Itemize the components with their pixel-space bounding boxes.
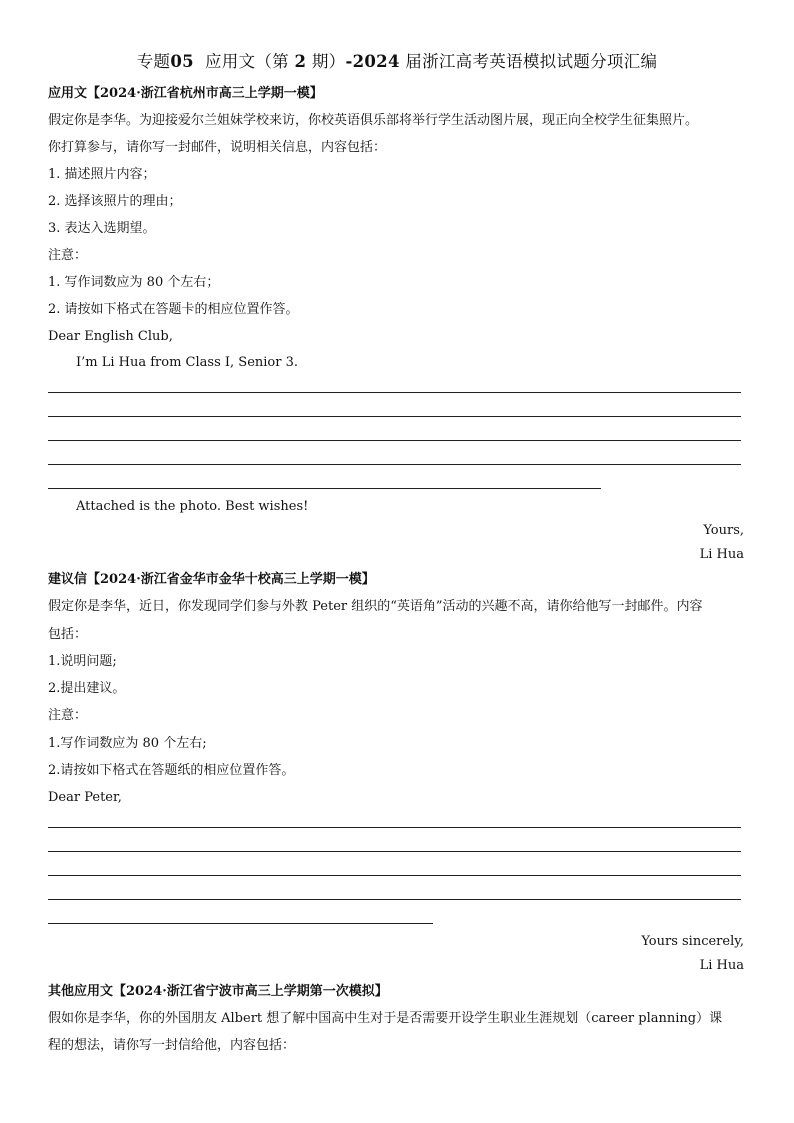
section1-prompt-line1: 假定你是李华。为迎接爱尔兰姐妹学校来访，你校英语俱乐部将举行学生活动图片展，现正向全校学生征集照片。	[48, 113, 699, 128]
title-num: 05	[170, 52, 194, 71]
section3-prompt-line2: 程的想法，请你写一封信给他，内容包括：	[48, 1038, 296, 1053]
answer-line	[48, 440, 741, 441]
answer-line	[48, 851, 741, 852]
answer-line	[48, 827, 741, 828]
title-issue: 2	[294, 52, 307, 71]
title-suffix: 届浙江高考英语模拟试题分项汇编	[405, 52, 658, 71]
answer-line	[48, 416, 741, 417]
section1-note: 2. 请按如下格式在答题卡的相应位置作答。	[48, 302, 299, 317]
section2-note-label: 注意：	[48, 708, 88, 723]
section1-heading	[48, 86, 323, 102]
title-prefix: 专题	[136, 52, 171, 71]
section1-item: 2. 选择该照片的理由；	[48, 194, 182, 209]
section1-item: 1. 描述照片内容；	[48, 167, 156, 182]
section2-heading	[48, 572, 375, 588]
section2-note: 2.请按如下格式在答题纸的相应位置作答。	[48, 763, 295, 778]
answer-line	[48, 899, 741, 900]
section2-item: 1.说明问题;	[48, 654, 117, 669]
answer-line	[48, 392, 741, 393]
section1-signoff: Yours,	[703, 523, 744, 538]
section1-item: 3. 表达入选期望。	[48, 221, 156, 236]
section3-source: 【2024·浙江省宁波市高三上学期第一次模拟】	[113, 984, 388, 999]
section1-greeting: Dear English Club,	[48, 329, 173, 344]
section1-tag: 应用文	[48, 86, 88, 101]
section1-note-label: 注意：	[48, 248, 88, 263]
title-year: -2024	[345, 52, 400, 71]
answer-line	[48, 923, 433, 924]
section2-greeting: Dear Peter,	[48, 790, 122, 805]
section1-source: 【2024·浙江省杭州市高三上学期一模】	[87, 86, 323, 101]
section3-heading	[48, 984, 388, 1000]
title-mid: 应用文（第	[204, 52, 289, 71]
section1-name: Li Hua	[699, 547, 744, 562]
section2-name: Li Hua	[699, 958, 744, 973]
page-title	[0, 48, 794, 72]
section3-tag: 其他应用文	[48, 984, 114, 999]
title-mid2: 期）	[311, 52, 346, 71]
answer-line	[48, 464, 741, 465]
section2-source: 【2024·浙江省金华市金华十校高三上学期一模】	[87, 572, 375, 587]
section2-prompt-line2: 包括：	[48, 627, 88, 642]
answer-line	[48, 875, 741, 876]
section2-tag: 建议信	[48, 572, 88, 587]
section1-prompt-line2: 你打算参与，请你写一封邮件，说明相关信息，内容包括：	[48, 140, 387, 155]
section1-opening: I’m Li Hua from Class I, Senior 3.	[76, 355, 298, 370]
section2-item: 2.提出建议。	[48, 681, 126, 696]
section2-prompt-line1: 假定你是李华，近日，你发现同学们参与外教 Peter 组织的“英语角”活动的兴趣不高，请你给他写一封邮件。内容	[48, 599, 703, 614]
section2-note: 1.写作词数应为 80 个左右;	[48, 736, 207, 751]
section1-note: 1. 写作词数应为 80 个左右；	[48, 275, 220, 290]
section1-closing-line: Attached is the photo. Best wishes!	[76, 499, 309, 514]
section2-signoff: Yours sincerely,	[641, 934, 744, 949]
answer-line	[48, 488, 601, 489]
section3-prompt-line1: 假如你是李华，你的外国朋友 Albert 想了解中国高中生对于是否需要开设学生职业生涯规划（career planning）课	[48, 1011, 723, 1026]
